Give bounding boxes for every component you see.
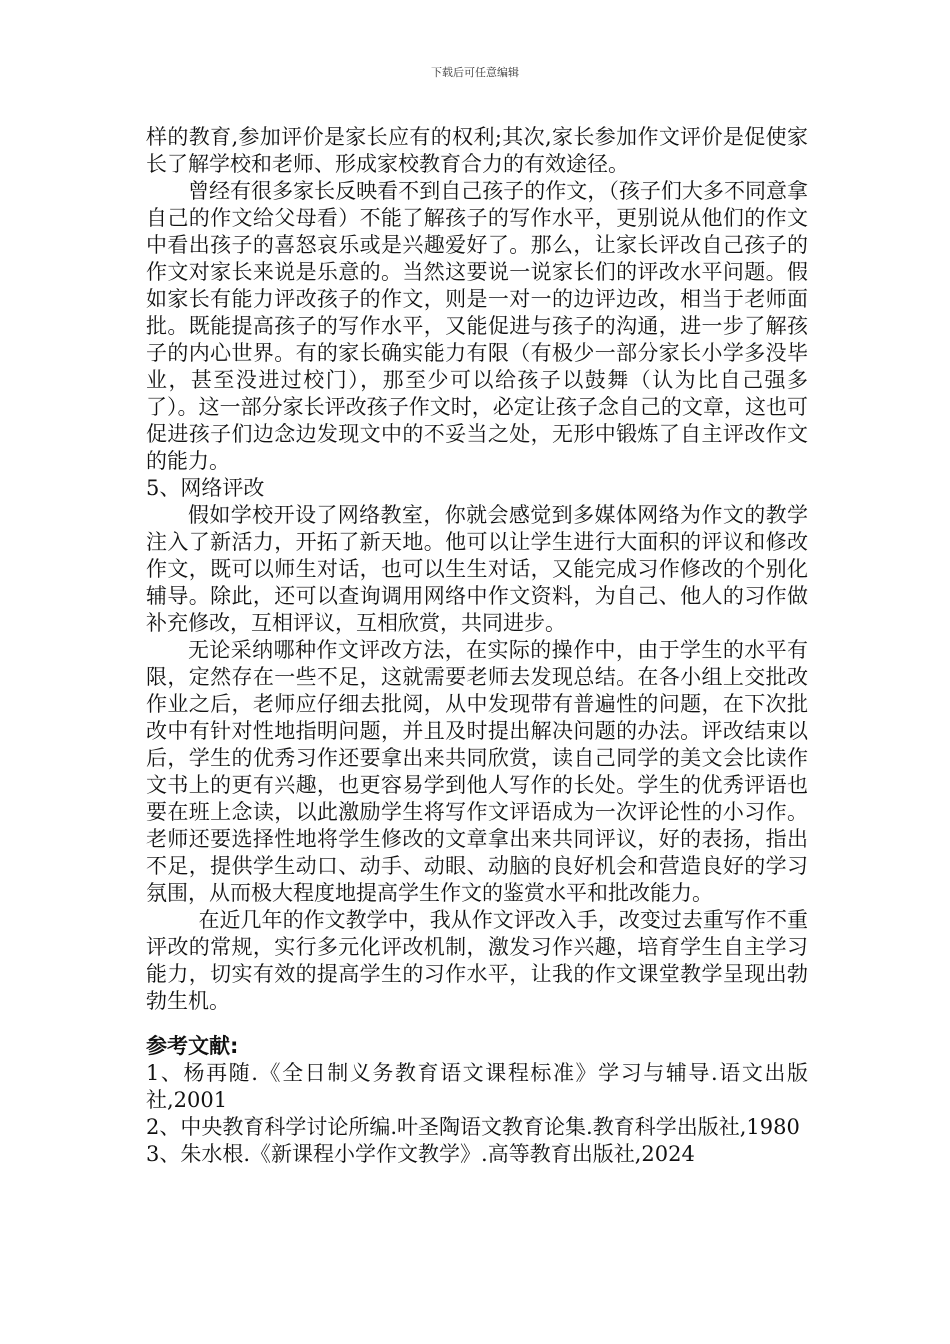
paragraph-parent-evaluation-rights: 样的教育,参加评价是家长应有的权利;其次,家长参加作文评价是促使家长了解学校和老师、形成家校教育合力的有效途径。 [146, 125, 808, 176]
reference-item: 1、杨再随.《全日制义务教育语文课程标准》学习与辅导.语文出版社,2001 [146, 1061, 808, 1112]
paragraph-parent-feedback: 曾经有很多家长反映看不到自己孩子的作文，（孩子们大多不同意拿自己的作文给父母看）不能了解孩子的写作水平，更别说从他们的作文中看出孩子的喜怒哀乐或是兴趣爱好了。那么，让家长评改自己孩子的作文对家长来说是乐意的。当然这要说一说家长们的评改水平问题。假如家长有能力评改孩子的作文，则是一对一的边评边改，相当于老师面批。既能提高孩子的写作水平，又能促进与孩子的沟通，进一步了解孩子的内心世界。有的家长确实能力有限（有极少一部分家长小学多没毕业，甚至没进过校门），那至少可以给孩子以鼓舞（认为比自己强多了）。这一部分家长评改孩子作文时，必定让孩子念自己的文章，这也可促进孩子们边念边发现文中的不妥当之处，无形中锻炼了自主评改作文的能力。 [146, 179, 808, 473]
reference-item: 3、朱水根.《新课程小学作文教学》.高等教育出版社,2024 [146, 1142, 695, 1166]
page-header: 下载后可任意编辑 [431, 66, 519, 79]
references-title: 参考文献: [146, 1034, 239, 1058]
document-body [146, 124, 808, 1168]
paragraph-teacher-summary: 无论采纳哪种作文评改方法，在实际的操作中，由于学生的水平有限，定然存在一些不足，这就需要老师去发现总结。在各小组上交批改作业之后，老师应仔细去批阅，从中发现带有普遍性的问题，在下次批改中有针对性地指明问题，并且及时提出解决问题的办法。评改结束以后，学生的优秀习作还要拿出来共同欣赏，读自己同学的美文会比读作文书上的更有兴趣，也更容易学到他人写作的长处。学生的优秀评语也要在班上念读，以此激励学生将写作文评语成为一次评论性的小习作。老师还要选择性地将学生修改的文章拿出来共同评议，好的表扬，指出不足，提供学生动口、动手、动眼、动脑的良好机会和营造良好的学习氛围，从而极大程度地提高学生作文的鉴赏水平和批改能力。 [146, 638, 808, 905]
section-heading-network-review: 5、网络评改 [146, 476, 265, 500]
paragraph-conclusion: 在近几年的作文教学中，我从作文评改入手，改变过去重写作不重评改的常规，实行多元化评改机制，激发习作兴趣，培育学生自主学习能力，切实有效的提高学生的习作水平，让我的作文课堂教学呈现出勃勃生机。 [146, 908, 808, 1013]
reference-item: 2、中央教育科学讨论所编.叶圣陶语文教育论集.教育科学出版社,1980 [146, 1115, 800, 1139]
paragraph-network-classroom: 假如学校开设了网络教室，你就会感觉到多媒体网络为作文的教学注入了新活力，开拓了新天地。他可以让学生进行大面积的评议和修改作文，既可以师生对话，也可以生生对话，又能完成习作修改的个别化辅导。除此，还可以查询调用网络中作文资料，为自己、他人的习作做补充修改，互相评议，互相欣赏，共同进步。 [146, 503, 808, 635]
